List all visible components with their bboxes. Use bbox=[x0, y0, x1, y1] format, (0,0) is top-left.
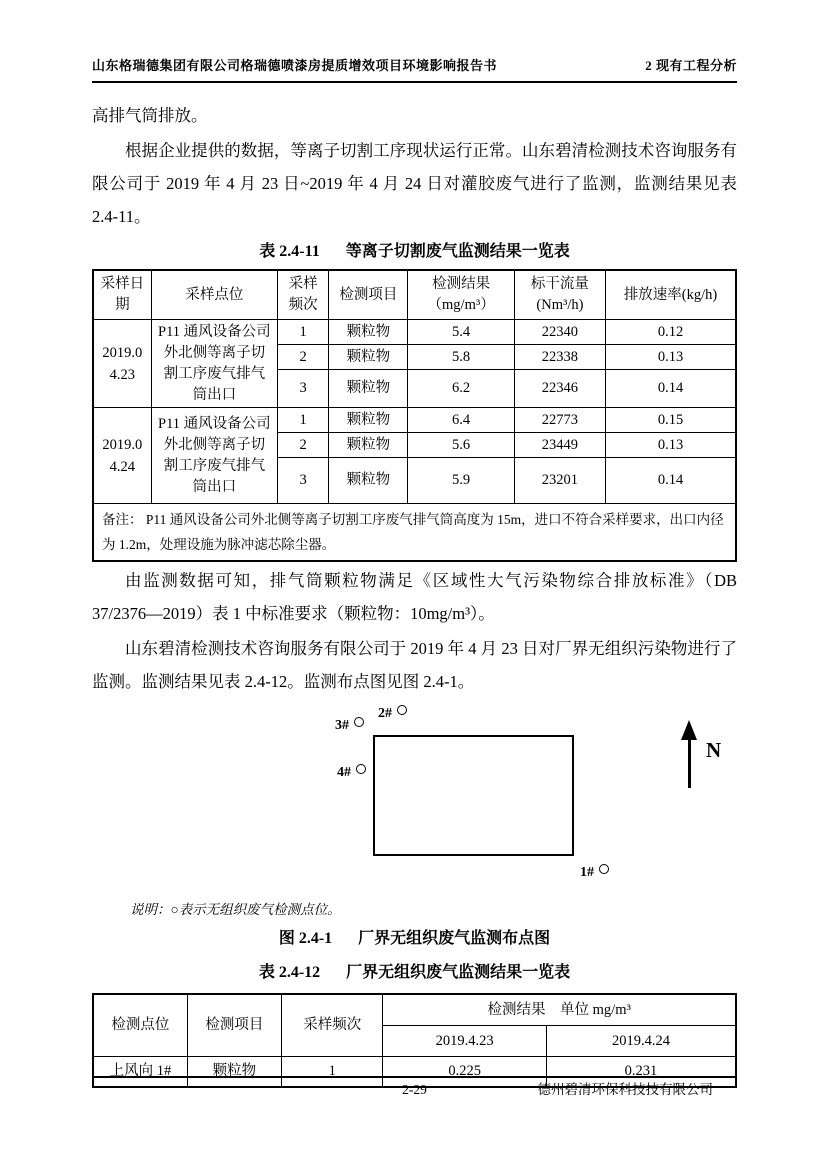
page-header bbox=[92, 55, 737, 83]
point-circle-icon bbox=[397, 705, 407, 715]
fugitive-emission-table bbox=[92, 993, 737, 1088]
cell-result: 6.2 bbox=[408, 370, 514, 408]
monitor-point-label: 1# bbox=[580, 865, 594, 880]
cell-rate: 0.14 bbox=[606, 370, 736, 408]
cell-frequency: 1 bbox=[278, 320, 329, 345]
cell-rate: 0.13 bbox=[606, 345, 736, 370]
cell-flow: 23201 bbox=[514, 458, 605, 504]
cell-item: 颗粒物 bbox=[329, 458, 408, 504]
cell-value-day2: 0.231 bbox=[546, 1057, 736, 1088]
col-header-sample-frequency: 采样频次 bbox=[278, 270, 329, 320]
cell-location: P11 通风设备公司外北侧等离子切割工序废气排气筒出口 bbox=[151, 408, 277, 504]
cell-item: 颗粒物 bbox=[329, 345, 408, 370]
table2-caption bbox=[92, 962, 737, 984]
monitor-point-2 bbox=[378, 705, 407, 722]
monitor-point-1 bbox=[580, 864, 609, 881]
cell-flow: 23449 bbox=[514, 433, 605, 458]
north-arrow-icon bbox=[680, 720, 740, 800]
factory-boundary-rect bbox=[373, 735, 574, 856]
cell-result: 5.9 bbox=[408, 458, 514, 504]
point-circle-icon bbox=[354, 717, 364, 727]
table-note-row bbox=[93, 504, 736, 562]
table2-caption-label: 表 2.4-12 bbox=[258, 964, 321, 981]
paragraph-standard-compliance: 由监测数据可知，排气筒颗粒物满足《区域性大气污染物综合排放标准》（DB 37/2376—2019）表 1 中标准要求（颗粒物：10mg/m³）。 bbox=[92, 571, 737, 623]
col-header-result-group: 检测结果 单位 mg/m³ bbox=[383, 994, 736, 1026]
north-arrow-head bbox=[681, 720, 697, 740]
cell-flow: 22773 bbox=[514, 408, 605, 433]
col-header-monitor-point: 检测点位 bbox=[93, 994, 187, 1057]
cell-result: 6.4 bbox=[408, 408, 514, 433]
monitor-point-label: 4# bbox=[337, 765, 351, 780]
north-arrow-stem bbox=[688, 740, 691, 788]
cell-frequency: 1 bbox=[278, 408, 329, 433]
point-circle-icon bbox=[356, 764, 366, 774]
cell-flow: 22338 bbox=[514, 345, 605, 370]
plasma-cutting-monitoring-table bbox=[92, 269, 737, 562]
cell-frequency: 3 bbox=[278, 458, 329, 504]
cell-result: 5.6 bbox=[408, 433, 514, 458]
col-header-rate: 排放速率(kg/h) bbox=[606, 270, 736, 320]
col-header-flow: 标干流量 (Nm³/h) bbox=[514, 270, 605, 320]
table1-caption-label: 表 2.4-11 bbox=[259, 243, 320, 260]
cell-item: 颗粒物 bbox=[329, 370, 408, 408]
col-header-item: 检测项目 bbox=[329, 270, 408, 320]
page-footer bbox=[92, 1076, 737, 1101]
footer-row bbox=[92, 1081, 737, 1101]
monitor-point-label: 2# bbox=[378, 706, 392, 721]
cell-date: 2019.04.24 bbox=[93, 408, 151, 504]
north-label: N bbox=[706, 738, 722, 762]
monitoring-layout-figure bbox=[92, 698, 737, 898]
cell-item: 颗粒物 bbox=[187, 1057, 281, 1088]
cell-frequency: 2 bbox=[278, 345, 329, 370]
figure-caption-text: 厂界无组织废气监测布点图 bbox=[358, 930, 551, 947]
col-header-sample-location: 采样点位 bbox=[151, 270, 277, 320]
cell-value-day1: 0.225 bbox=[383, 1057, 547, 1088]
monitor-point-label: 3# bbox=[335, 718, 349, 733]
footer-company: 德州碧清环保科技技有限公司 bbox=[537, 1082, 713, 1097]
table1-note: 备注： P11 通风设备公司外北侧等离子切割工序废气排气筒高度为 15m，进口不符合采样要求，出口内径为 1.2m，处理设施为脉冲滤芯除尘器。 bbox=[93, 504, 736, 562]
monitor-point-3 bbox=[335, 717, 364, 734]
table2-caption-text: 厂界无组织废气监测结果一览表 bbox=[346, 964, 571, 981]
col-header-date-2: 2019.4.24 bbox=[546, 1026, 736, 1057]
cell-rate: 0.14 bbox=[606, 458, 736, 504]
cell-rate: 0.13 bbox=[606, 433, 736, 458]
col-header-date-1: 2019.4.23 bbox=[383, 1026, 547, 1057]
cell-result: 5.4 bbox=[408, 320, 514, 345]
table-row bbox=[93, 320, 736, 345]
table1-header-row bbox=[93, 270, 736, 320]
cell-frequency: 1 bbox=[282, 1057, 383, 1088]
cell-result: 5.8 bbox=[408, 345, 514, 370]
table1-caption-text: 等离子切割废气监测结果一览表 bbox=[345, 243, 570, 260]
page-number: 2-29 bbox=[402, 1082, 427, 1097]
cell-frequency: 2 bbox=[278, 433, 329, 458]
table1-caption bbox=[92, 241, 737, 263]
paragraph-stack-emission: 高排气筒排放。 bbox=[92, 106, 208, 125]
header-section: 2 现有工程分析 bbox=[645, 58, 737, 73]
table-row bbox=[93, 408, 736, 433]
cell-flow: 22340 bbox=[514, 320, 605, 345]
cell-monitor-point: 上风向 1# bbox=[93, 1057, 187, 1088]
table2-header-row bbox=[93, 994, 736, 1026]
col-header-frequency: 采样频次 bbox=[282, 994, 383, 1057]
point-circle-icon bbox=[599, 864, 609, 874]
col-header-item: 检测项目 bbox=[187, 994, 281, 1057]
cell-flow: 22346 bbox=[514, 370, 605, 408]
cell-item: 颗粒物 bbox=[329, 320, 408, 345]
header-title: 山东格瑞德集团有限公司格瑞德喷漆房提质增效项目环境影响报告书 bbox=[92, 58, 498, 73]
col-header-sample-date: 采样日期 bbox=[93, 270, 151, 320]
cell-rate: 0.15 bbox=[606, 408, 736, 433]
col-header-result: 检测结果（mg/m³） bbox=[408, 270, 514, 320]
figure-caption bbox=[92, 928, 737, 950]
paragraph-monitoring-intro: 根据企业提供的数据，等离子切割工序现状运行正常。山东碧清检测技术咨询服务有限公司于 2019 年 4 月 23 日~2019 年 4 月 24 日对灌胶废气进行了监测，监测结果见表 2.4-11。 bbox=[92, 141, 737, 226]
monitor-point-4 bbox=[337, 764, 366, 781]
cell-frequency: 3 bbox=[278, 370, 329, 408]
cell-item: 颗粒物 bbox=[329, 408, 408, 433]
cell-rate: 0.12 bbox=[606, 320, 736, 345]
page-content bbox=[92, 0, 737, 1088]
cell-date: 2019.04.23 bbox=[93, 320, 151, 408]
figure-caption-label: 图 2.4-1 bbox=[278, 930, 333, 947]
figure-legend: 说明：○表示无组织废气检测点位。 bbox=[130, 902, 341, 917]
cell-location: P11 通风设备公司外北侧等离子切割工序废气排气筒出口 bbox=[151, 320, 277, 408]
paragraph-fugitive-monitoring: 山东碧清检测技术咨询服务有限公司于 2019 年 4 月 23 日对厂界无组织污染物进行了监测。监测结果见表 2.4-12。监测布点图见图 2.4-1。 bbox=[92, 639, 737, 691]
cell-item: 颗粒物 bbox=[329, 433, 408, 458]
